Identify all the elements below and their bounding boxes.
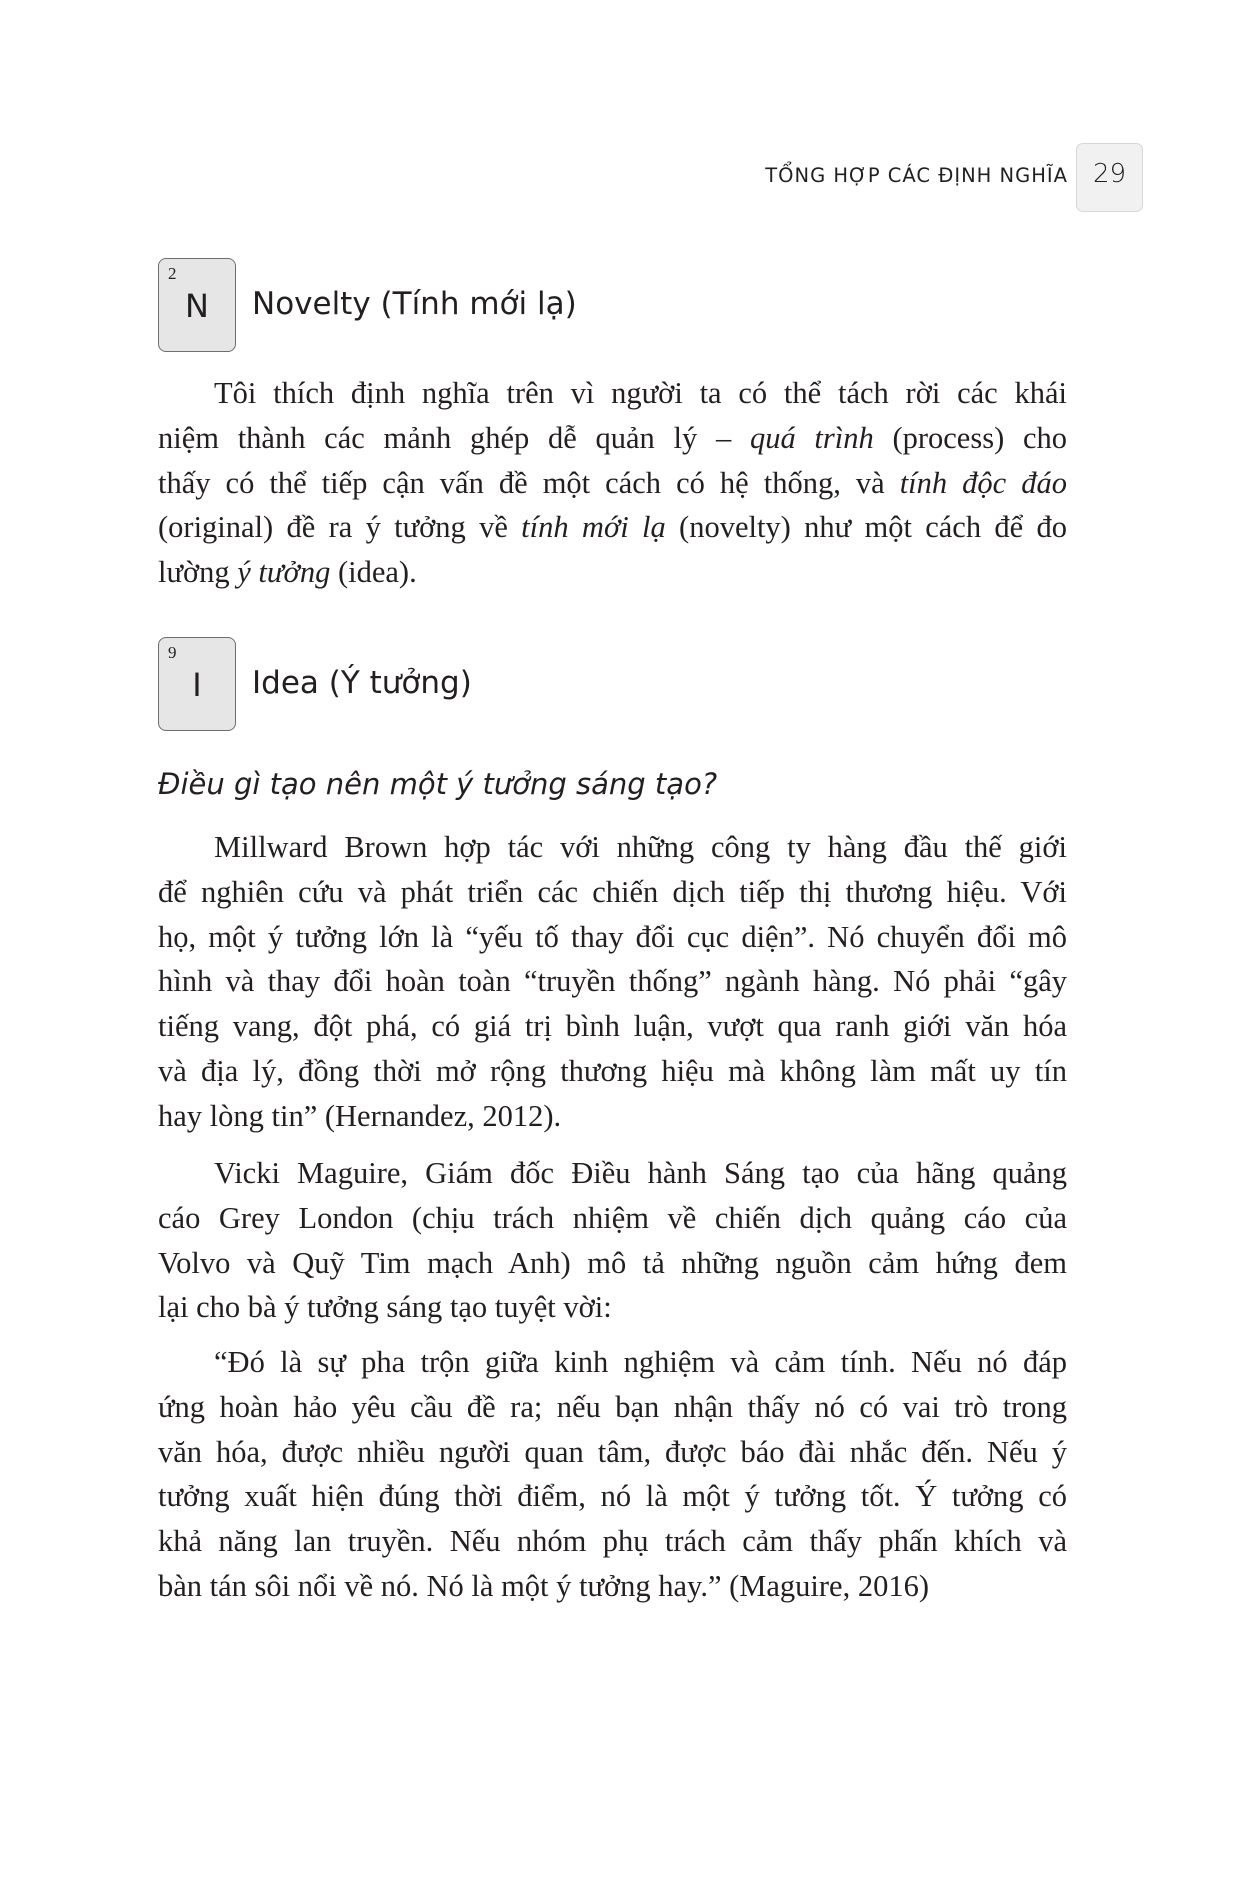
text-line: họ, một ý tưởng lớn là “yếu tố thay đổi cục diện”. Nó chuyển đổi mô	[158, 919, 1067, 954]
term-index: 2	[168, 264, 177, 283]
idea-quote-paragraph	[158, 1340, 1067, 1609]
italic-term: quá trình	[749, 420, 874, 455]
page-number-box	[1076, 143, 1143, 212]
text-line: tiếng vang, đột phá, có giá trị bình luận, vượt qua ranh giới văn hóa	[158, 1009, 1067, 1044]
section-heading-idea: Idea (Ý tưởng)	[252, 665, 472, 701]
text-line: tưởng xuất hiện đúng thời điểm, nó là một ý tưởng tốt. Ý tưởng có	[158, 1479, 1067, 1514]
running-title: TỔNG HỢP CÁC ĐỊNH NGHĨA	[765, 164, 1068, 187]
text-line: lường ý tưởng (idea).	[158, 555, 417, 590]
page-number: 29	[1092, 158, 1127, 189]
text-line: Vicki Maguire, Giám đốc Điều hành Sáng tạo của hãng quảng	[214, 1156, 1067, 1190]
term-index: 9	[168, 643, 177, 662]
text-line: khả năng lan truyền. Nếu nhóm phụ trách cảm thấy phấn khích và	[158, 1524, 1067, 1559]
text-line: văn hóa, được nhiều người quan tâm, được báo đài nhắc đến. Nếu ý	[158, 1434, 1067, 1469]
text-line: hay lòng tin” (Hernandez, 2012).	[158, 1098, 562, 1133]
text-line: lại cho bà ý tưởng sáng tạo tuyệt vời:	[158, 1290, 612, 1325]
italic-term: tính độc đáo	[899, 465, 1067, 500]
text-line: Volvo và Quỹ Tim mạch Anh) mô tả những nguồn cảm hứng đem	[158, 1245, 1067, 1280]
text-line: cáo Grey London (chịu trách nhiệm về chiến dịch quảng cáo của	[158, 1200, 1067, 1235]
text-line: niệm thành các mảnh ghép dễ quản lý – quá trình (process) cho	[158, 420, 1067, 455]
term-letter: N	[185, 287, 209, 325]
text-line: Millward Brown hợp tác với những công ty hàng đầu thế giới	[214, 830, 1067, 864]
text-line: thấy có thể tiếp cận vấn đề một cách có hệ thống, và tính độc đáo	[158, 465, 1067, 500]
text-line: “Đó là sự pha trộn giữa kinh nghiệm và cảm tính. Nếu nó đáp	[214, 1345, 1067, 1379]
text-line: hình và thay đổi hoàn toàn “truyền thống” ngành hàng. Nó phải “gây	[158, 964, 1067, 999]
idea-paragraph-1	[158, 825, 1067, 1139]
italic-term: tính mới lạ	[521, 510, 666, 545]
text-line: bàn tán sôi nổi về nó. Nó là một ý tưởng hay.” (Maguire, 2016)	[158, 1568, 930, 1603]
text-line: để nghiên cứu và phát triển các chiến dịch tiếp thị thương hiệu. Với	[158, 874, 1067, 909]
term-letter: I	[192, 666, 202, 704]
text-line: Tôi thích định nghĩa trên vì người ta có thể tách rời các khái	[214, 376, 1067, 410]
text-line: ứng hoàn hảo yêu cầu đề ra; nếu bạn nhận thấy nó có vai trò trong	[158, 1389, 1067, 1424]
text-line: và địa lý, đồng thời mở rộng thương hiệu mà không làm mất uy tín	[158, 1053, 1067, 1088]
text-line: (original) đề ra ý tưởng về tính mới lạ (novelty) như một cách để đo	[158, 510, 1067, 545]
novelty-paragraph	[158, 371, 1067, 595]
italic-term: ý tưởng	[237, 555, 331, 590]
term-badge-idea	[158, 637, 236, 731]
idea-subheading: Điều gì tạo nên một ý tưởng sáng tạo?	[158, 767, 718, 801]
section-heading-novelty: Novelty (Tính mới lạ)	[252, 286, 577, 322]
term-badge-novelty	[158, 258, 236, 352]
idea-paragraph-2	[158, 1151, 1067, 1330]
